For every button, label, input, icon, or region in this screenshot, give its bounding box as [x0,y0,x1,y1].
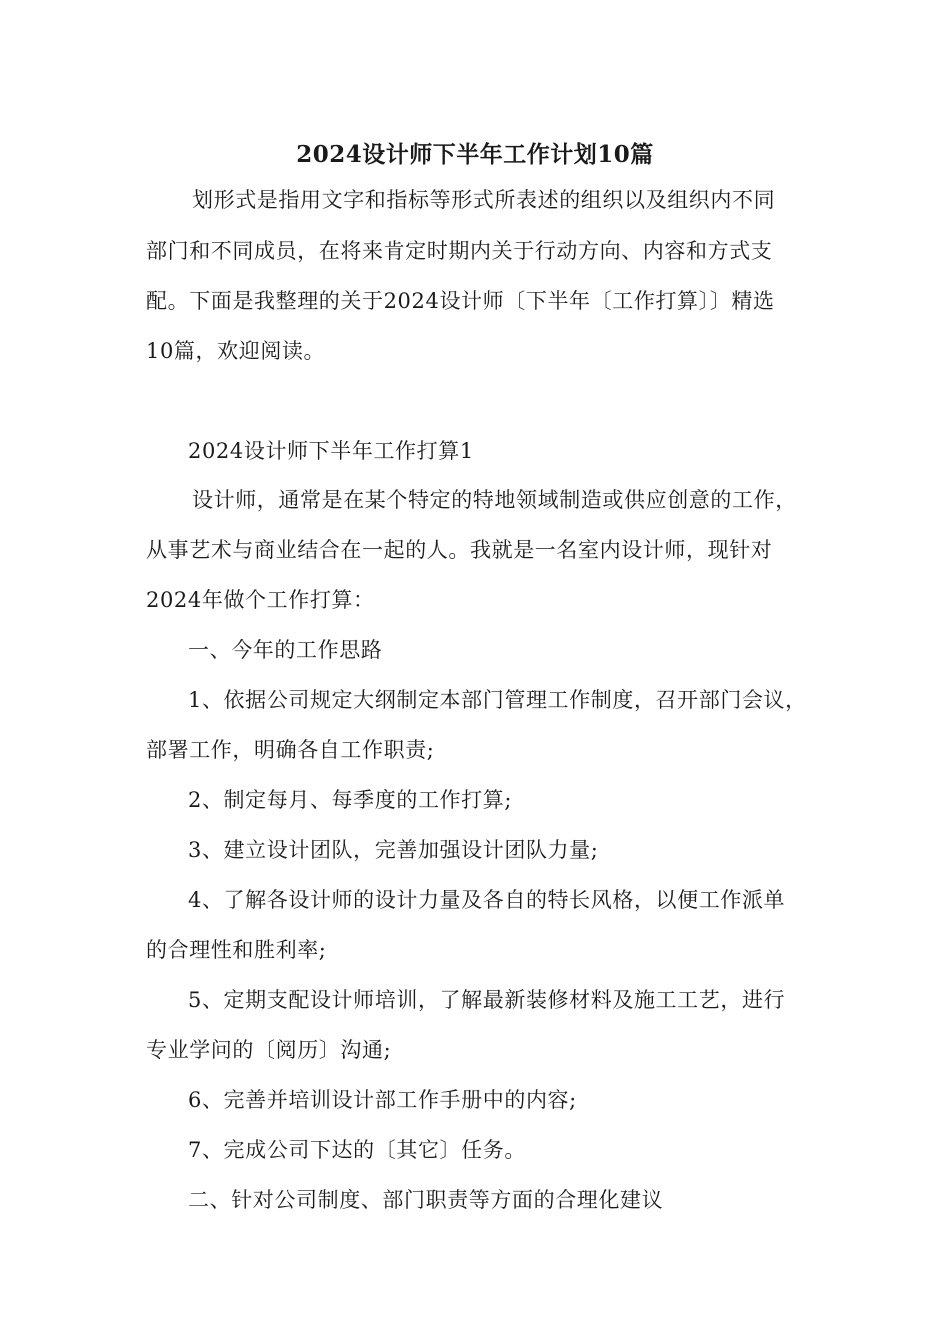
list-item: 3、建立设计团队，完善加强设计团队力量; [188,838,599,862]
list-item: 5、定期支配设计师培训，了解最新装修材料及施工工艺，进行 [188,988,786,1012]
list-item: 部署工作，明确各自工作职责; [146,738,435,762]
intro-line: 配。下面是我整理的关于2024设计师〔下半年〔工作打算〕〕精选 [146,289,775,313]
list-item: 4、了解各设计师的设计力量及各自的特长风格，以便工作派单 [188,888,786,912]
part-one-heading: 一、今年的工作思路 [188,638,383,662]
intro-line: 部门和不同成员，在将来肯定时期内关于行动方向、内容和方式支 [146,239,773,263]
document-title: 2024设计师下半年工作计划10篇 [296,141,654,168]
list-item: 的合理性和胜利率; [146,938,327,962]
part-two-heading: 二、针对公司制度、部门职责等方面的合理化建议 [188,1188,664,1212]
list-item: 1、依据公司规定大纲制定本部门管理工作制度，召开部门会议， [188,688,807,712]
list-item: 2、制定每月、每季度的工作打算; [188,788,513,812]
body-line: 2024年做个工作打算： [146,588,375,612]
body-line: 设计师，通常是在某个特定的特地领域制造或供应创意的工作， [192,488,797,512]
intro-line: 划形式是指用文字和指标等形式所表述的组织以及组织内不同 [192,188,776,212]
section-heading: 2024设计师下半年工作打算1 [188,439,474,463]
intro-line: 10篇，欢迎阅读。 [146,339,326,363]
list-item: 专业学问的〔阅历〕沟通; [146,1038,392,1062]
list-item: 7、完成公司下达的〔其它〕任务。 [188,1138,526,1162]
list-item: 6、完善并培训设计部工作手册中的内容; [188,1088,577,1112]
body-line: 从事艺术与商业结合在一起的人。我就是一名室内设计师，现针对 [146,538,773,562]
